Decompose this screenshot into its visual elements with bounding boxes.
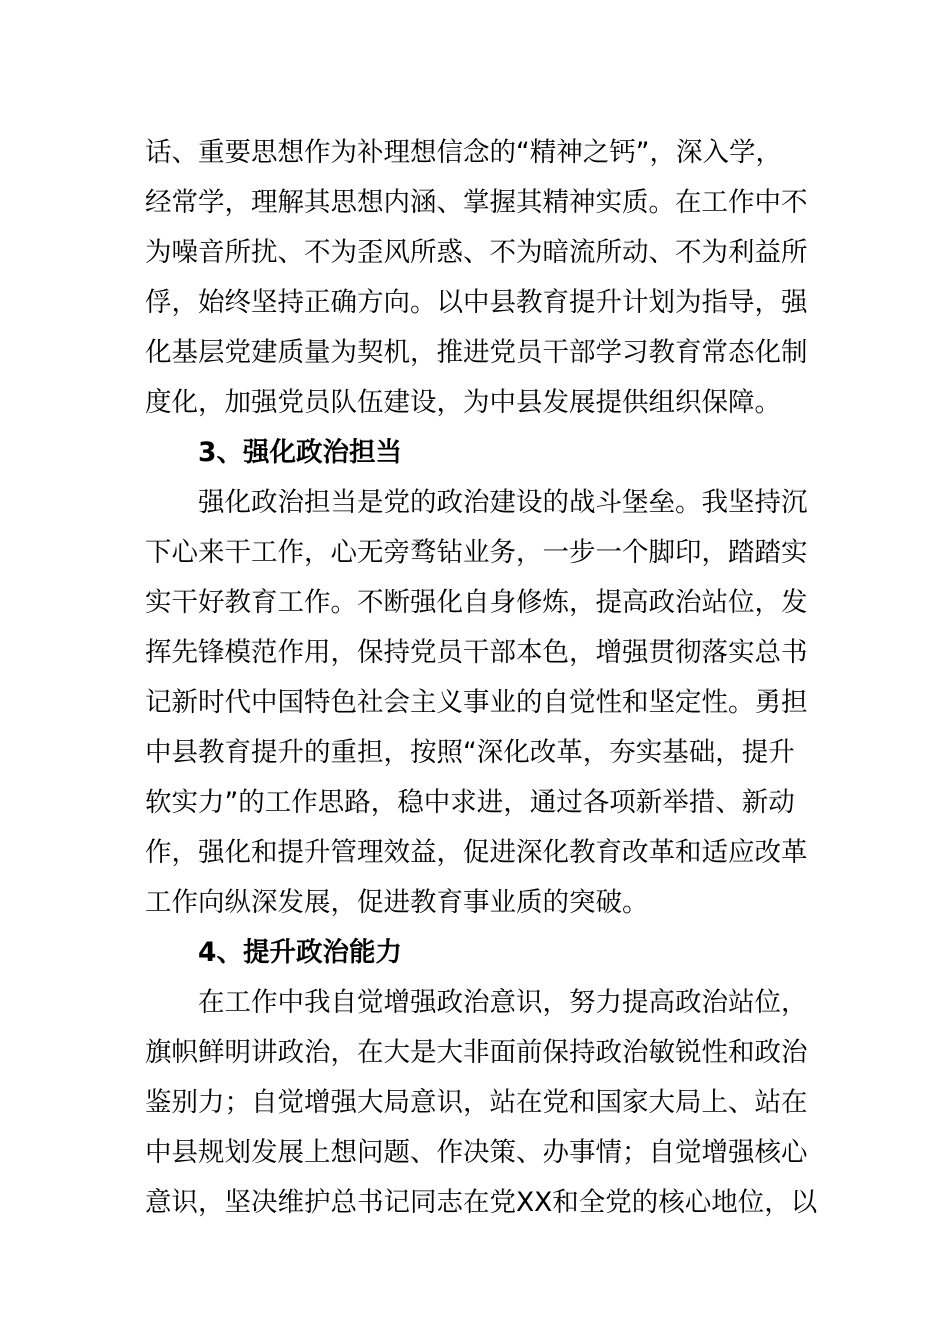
document-body [145,128,818,1228]
paragraph-line: 意识，坚决维护总书记同志在党XX和全党的核心地位，以 [145,1187,818,1218]
paragraph-line: 中县规划发展上想问题、作决策、办事情；自觉增强核心 [145,1137,808,1168]
paragraph-line: 话、重要思想作为补理想信念的“精神之钙”，深入学， [145,137,782,168]
paragraph-line: 度化，加强党员队伍建设，为中县发展提供组织保障。 [145,387,781,418]
paragraph-line: 旗帜鲜明讲政治，在大是大非面前保持政治敏锐性和政治 [145,1037,808,1068]
section-heading-3: 3、强化政治担当 [198,437,402,468]
paragraph-line: 实干好教育工作。不断强化自身修炼，提高政治站位，发 [145,587,808,618]
paragraph-line: 下心来干工作，心无旁骛钻业务，一步一个脚印，踏踏实 [145,537,808,568]
paragraph-line: 俘，始终坚持正确方向。以中县教育提升计划为指导，强 [145,287,808,318]
section-heading-4: 4、提升政治能力 [198,937,402,968]
paragraph-line: 强化政治担当是党的政治建设的战斗堡垒。我坚持沉 [198,487,808,518]
paragraph-line: 化基层党建质量为契机，推进党员干部学习教育常态化制 [145,337,808,368]
paragraph-line: 鉴别力；自觉增强大局意识，站在党和国家大局上、站在 [145,1087,808,1118]
paragraph-line: 软实力”的工作思路，稳中求进，通过各项新举措、新动 [145,787,795,818]
paragraph-line: 作，强化和提升管理效益，促进深化教育改革和适应改革 [145,837,808,868]
paragraph-line: 挥先锋模范作用，保持党员干部本色，增强贯彻落实总书 [145,637,808,668]
paragraph-line: 工作向纵深发展，促进教育事业质的突破。 [145,887,649,918]
paragraph-line: 中县教育提升的重担，按照“深化改革，夯实基础，提升 [145,737,795,768]
paragraph-line: 在工作中我自觉增强政治意识，努力提高政治站位， [198,987,808,1018]
paragraph-line: 为噪音所扰、不为歪风所惑、不为暗流所动、不为利益所 [145,237,808,268]
paragraph-line: 经常学，理解其思想内涵、掌握其精神实质。在工作中不 [145,187,808,218]
paragraph-line: 记新时代中国特色社会主义事业的自觉性和坚定性。勇担 [145,687,808,718]
